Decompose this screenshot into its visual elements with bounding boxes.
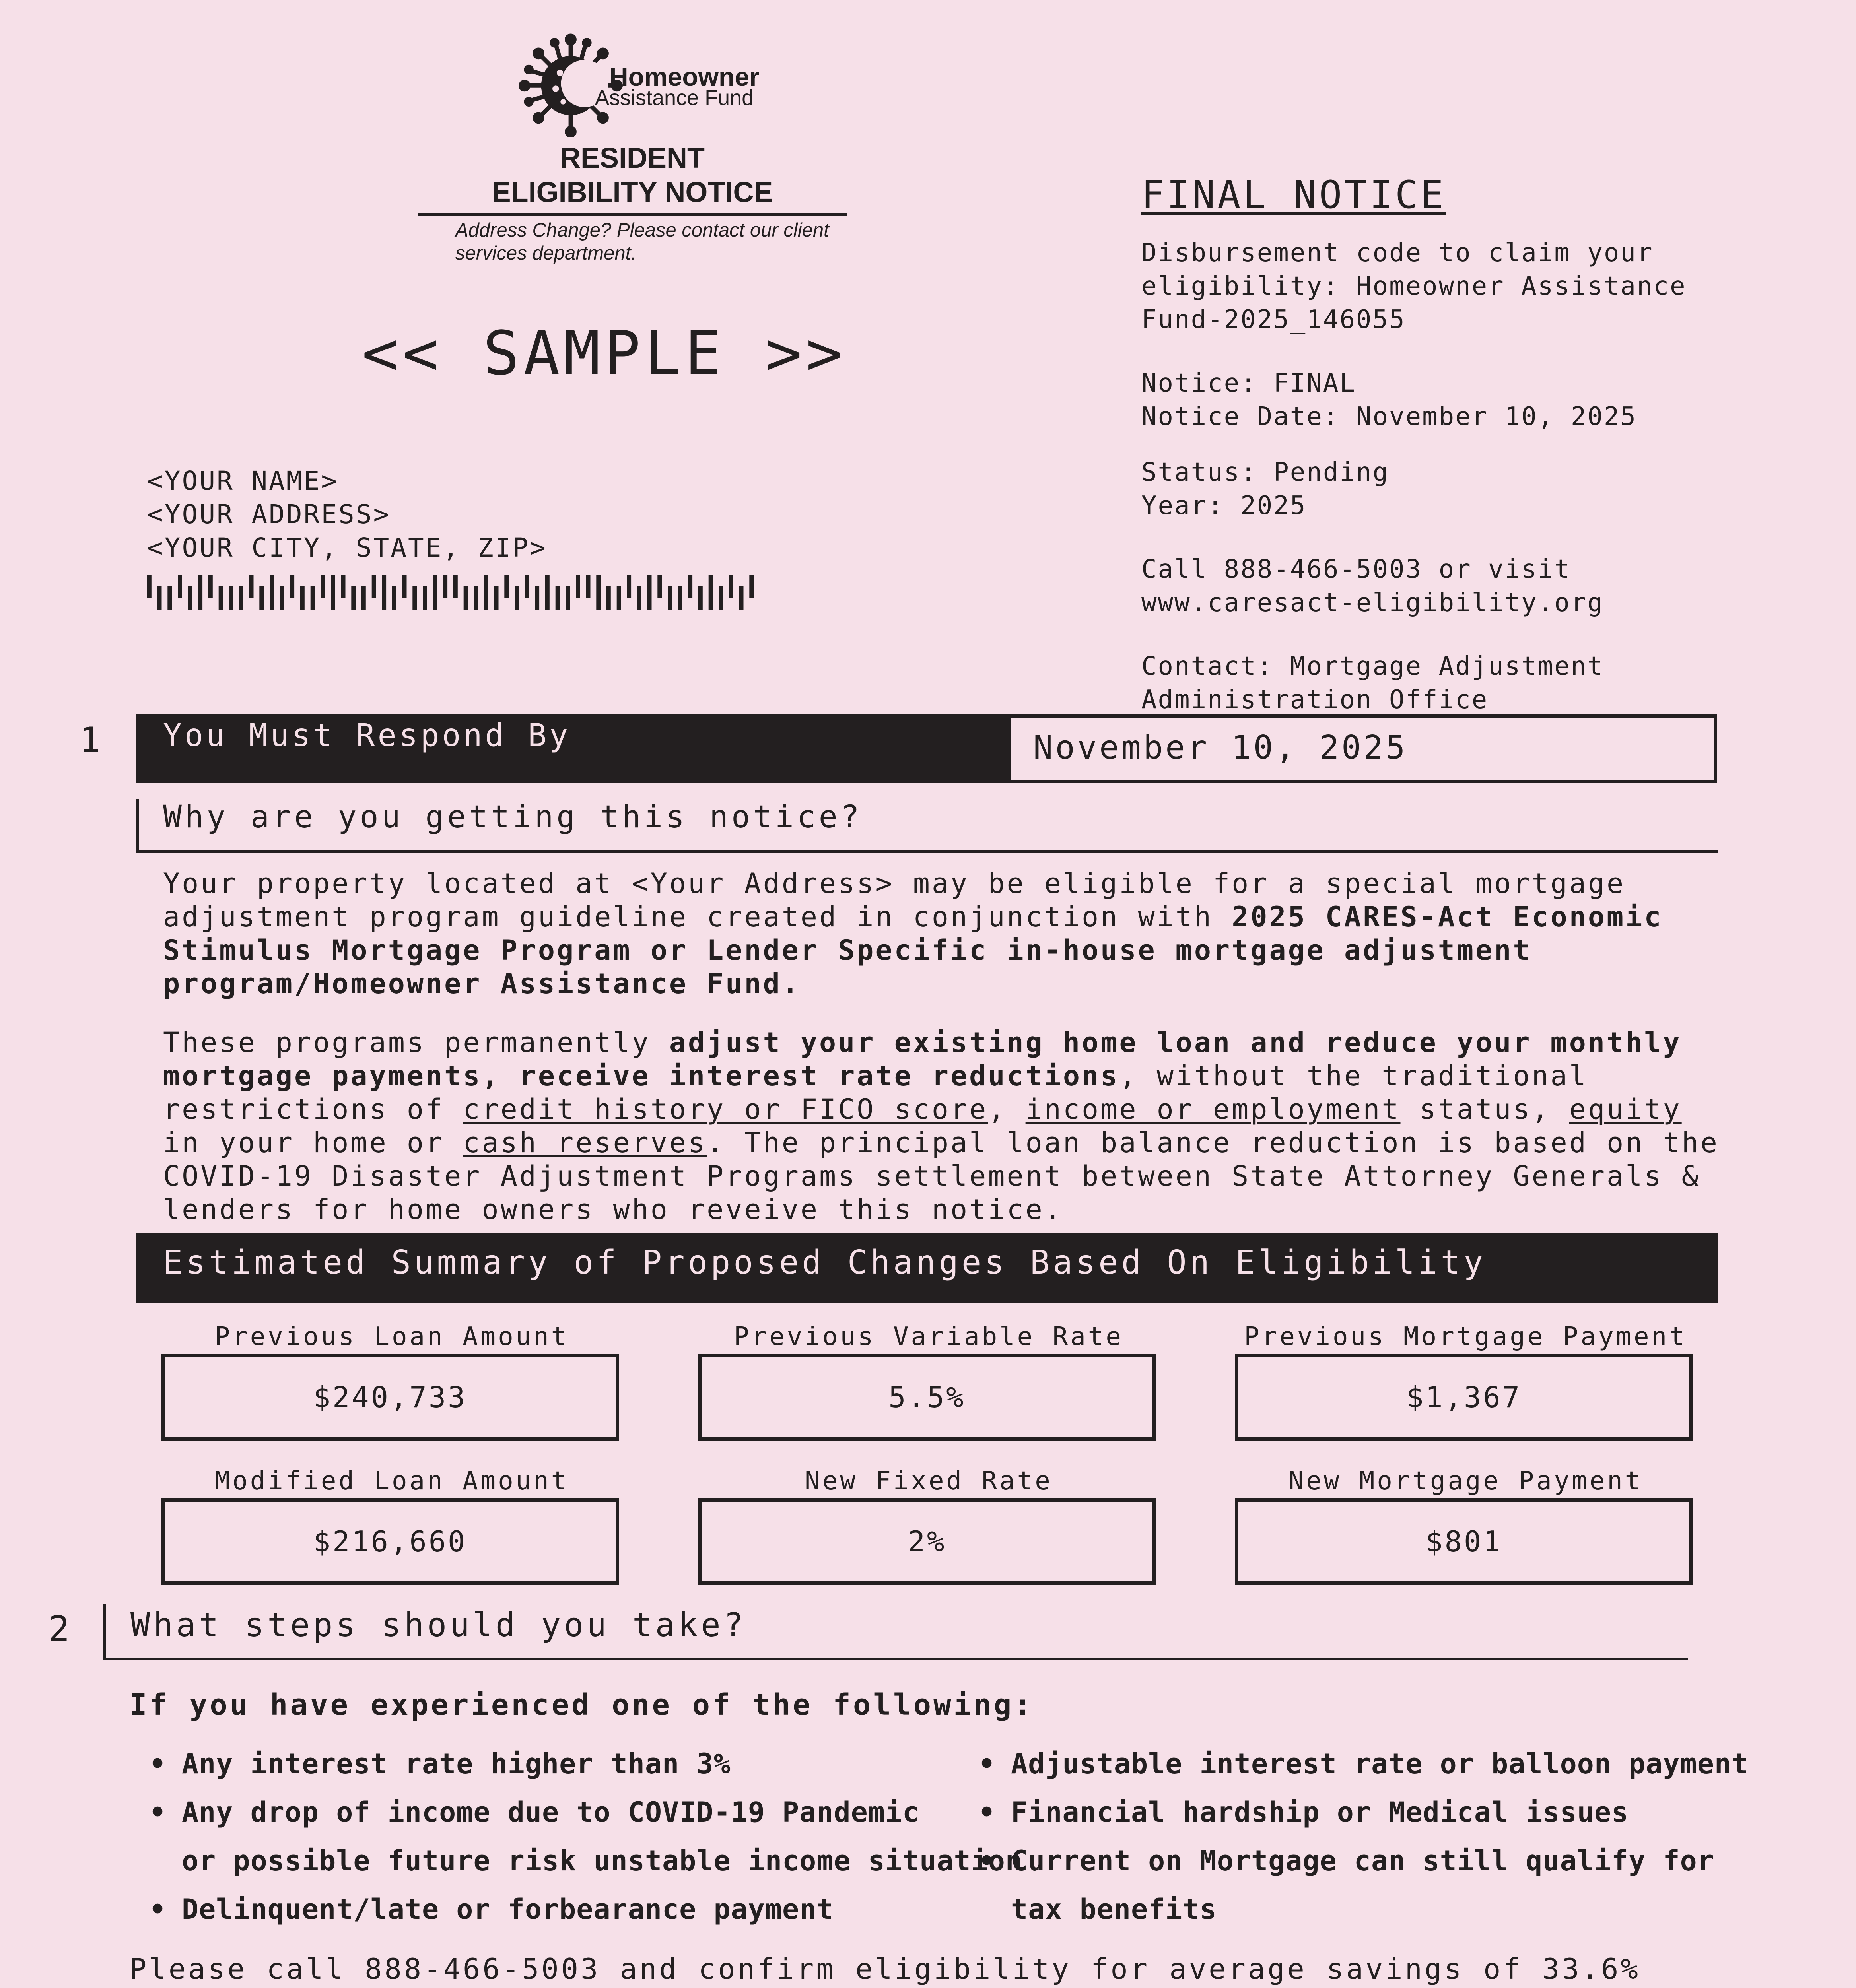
logo-text-line2: Assistance Fund [595,86,754,110]
eligibility-paragraph [163,867,1722,1000]
barcode-bar [270,575,274,610]
disbursement-line: Fund-2025_146055 [1141,305,1406,334]
logo-text-line1: Homeowner [609,62,760,91]
new-fixed-rate-box: 2% [698,1498,1156,1585]
year-text: Year: 2025 [1141,491,1307,520]
modified-loan-amount-label: Modified Loan Amount [214,1466,569,1496]
barcode-bar [147,575,152,598]
barcode-bar [668,586,672,610]
previous-mortgage-payment-box: $1,367 [1235,1354,1693,1441]
barcode-bar [341,575,346,598]
barcode-bar [453,575,458,598]
barcode-bar [290,575,294,598]
modified-loan-amount-box: $216,660 [161,1498,619,1585]
list-item: • Financial hardship or Medical issues [978,1788,1749,1837]
list-item: • Any interest rate higher than 3% [149,1740,1022,1788]
conditions-list-right [978,1740,1749,1934]
call-or-visit [1141,553,1817,619]
disbursement-line: Disbursement code to claim your [1141,238,1654,268]
underlined-text: equity [1569,1093,1682,1126]
barcode-bar [361,586,366,610]
experienced-intro: If you have experienced one of the following: [129,1688,1034,1722]
barcode-bar [259,586,264,610]
para-text: These programs permanently [163,1026,669,1059]
list-item: • Adjustable interest rate or balloon payment [978,1740,1749,1788]
postal-barcode [147,575,760,610]
barcode-bar [698,586,703,610]
barcode-bar [515,586,519,610]
barcode-bar [474,586,478,610]
title-line1: RESIDENT [560,142,705,174]
notice-date: Notice Date: November 10, 2025 [1141,402,1637,431]
list-item: • Current on Mortgage can still qualify for [978,1837,1749,1885]
barcode-bar [494,586,499,610]
barcode-bar [249,575,254,598]
barcode-bar [678,586,682,610]
programs-paragraph [163,1026,1722,1226]
barcode-bar [167,586,172,610]
contact-line: Administration Office [1141,685,1489,714]
barcode-bar [606,586,611,610]
barcode-bar [382,575,386,610]
disbursement-code-text [1141,236,1817,336]
previous-variable-rate-label: Previous Variable Rate [734,1322,1123,1351]
addressee-name: <YOUR NAME> [147,466,339,496]
barcode-bar [229,586,233,610]
barcode-bar [392,586,396,610]
barcode-bar [239,586,243,610]
previous-loan-amount-label: Previous Loan Amount [214,1322,569,1351]
conditions-list-left [149,1740,1022,1934]
para-text: Your property located at <Your Address> may be eligible for a special mortgage adjustment program guideline created in conjunction with [163,867,1626,933]
barcode-bar [545,575,550,610]
notice-type: Notice: FINAL [1141,369,1356,398]
new-fixed-rate-label: New Fixed Rate [805,1466,1053,1496]
barcode-bar [157,586,162,610]
barcode-bar [178,575,182,598]
why-heading: Why are you getting this notice? [163,799,863,835]
barcode-bar [525,575,529,598]
barcode-bar [219,586,223,610]
list-item-continuation: tax benefits [1011,1893,1217,1926]
para-text: status, [1400,1093,1569,1126]
barcode-bar [637,586,641,610]
new-mortgage-payment-label: New Mortgage Payment [1288,1466,1643,1496]
barcode-bar [351,586,356,610]
addressee-address: <YOUR ADDRESS> [147,499,391,530]
respond-by-label: You Must Respond By [163,718,571,753]
list-item: • Delinquent/late or forbearance payment [149,1885,1022,1934]
call-line: Call 888-466-5003 or visit [1141,555,1571,584]
barcode-bar [535,586,539,610]
status-text: Status: Pending [1141,458,1389,487]
title-divider [418,213,847,216]
status-details [1141,456,1817,522]
barcode-bar [443,575,447,598]
barcode-bar [280,586,284,610]
homeowner-assistance-fund-logo [517,30,764,153]
notice-info-panel [1141,171,1817,747]
contact-line: Contact: Mortgage Adjustment [1141,652,1604,681]
barcode-bar [576,575,580,598]
underlined-text: cash reserves [463,1126,707,1159]
para-bold-text: 2025 CARES-Act Economic Stimulus Mortgage Program or Lender Specific in-house mortgage adjustment program/Homeowner Assistance Fund. [163,901,1663,1000]
barcode-bar [402,575,407,598]
barcode-bar [433,575,437,610]
underlined-text: income or employment [1025,1093,1401,1126]
barcode-bar [188,586,192,610]
barcode-bar [627,575,631,598]
barcode-bar [464,586,468,610]
summary-heading: Estimated Summary of Proposed Changes Based On Eligibility [163,1244,1487,1281]
barcode-bar [198,575,202,610]
sample-watermark: << SAMPLE >> [362,318,847,388]
addressee-block [147,464,547,565]
barcode-bar [321,575,325,598]
respond-by-date: November 10, 2025 [1033,729,1408,767]
barcode-bar [709,575,713,610]
website-line: www.caresact-eligibility.org [1141,588,1604,617]
notice-title [418,141,847,210]
barcode-bar [739,586,744,610]
previous-loan-amount-box: $240,733 [161,1354,619,1441]
barcode-bar [566,586,570,610]
para-text: in your home or [163,1126,463,1159]
please-call-text: Please call 888-466-5003 and confirm eligibility for average savings of 33.6% [129,1952,1640,1986]
virus-icon [517,30,624,137]
final-notice-heading: FINAL NOTICE [1141,173,1446,217]
barcode-bar [372,575,376,598]
barcode-bar [300,586,305,610]
barcode-bar [586,575,591,598]
address-change-note: Address Change? Please contact our client services department. [455,219,829,264]
barcode-bar [617,586,621,610]
barcode-bar [504,575,509,598]
barcode-bar [596,575,601,610]
para-text: , [988,1093,1026,1126]
notice-details [1141,367,1817,433]
list-item-continuation: or possible future risk unstable income situation [182,1844,1023,1877]
barcode-bar [484,575,488,610]
barcode-bar [311,586,315,610]
section-number-1: 1 [80,720,101,761]
addressee-city-state-zip: <YOUR CITY, STATE, ZIP> [147,532,547,563]
barcode-bar [749,575,754,598]
underlined-text: credit history or FICO score [463,1093,988,1126]
barcode-bar [647,575,652,610]
barcode-bar [412,586,417,610]
para-bold-text: adjust your existing home loan and reduce your monthly mortgage payments, receive interest rate reductions [163,1026,1682,1092]
steps-heading: What steps should you take? [130,1606,746,1644]
barcode-bar [556,586,560,610]
barcode-bar [423,586,427,610]
barcode-bar [331,575,335,610]
barcode-bar [719,586,723,610]
contact-office [1141,650,1817,716]
previous-mortgage-payment-label: Previous Mortgage Payment [1244,1322,1687,1351]
list-item: • Any drop of income due to COVID-19 Pandemic [149,1788,1022,1837]
barcode-bar [657,575,662,598]
disbursement-line: eligibility: Homeowner Assistance [1141,272,1687,301]
title-line2: ELIGIBILITY NOTICE [492,177,773,208]
barcode-bar [208,575,213,598]
section-number-2: 2 [49,1608,70,1649]
para-text: , without the traditional restrictions of [163,1060,1588,1126]
previous-variable-rate-box: 5.5% [698,1354,1156,1441]
new-mortgage-payment-box: $801 [1235,1498,1693,1585]
barcode-bar [729,575,733,598]
para-text: . The principal loan balance reduction is based on the COVID-19 Disaster Adjustment Programs settlement between State Attorney Generals & lenders for home owners who reveive this notice. [163,1126,1719,1226]
barcode-bar [688,575,692,598]
